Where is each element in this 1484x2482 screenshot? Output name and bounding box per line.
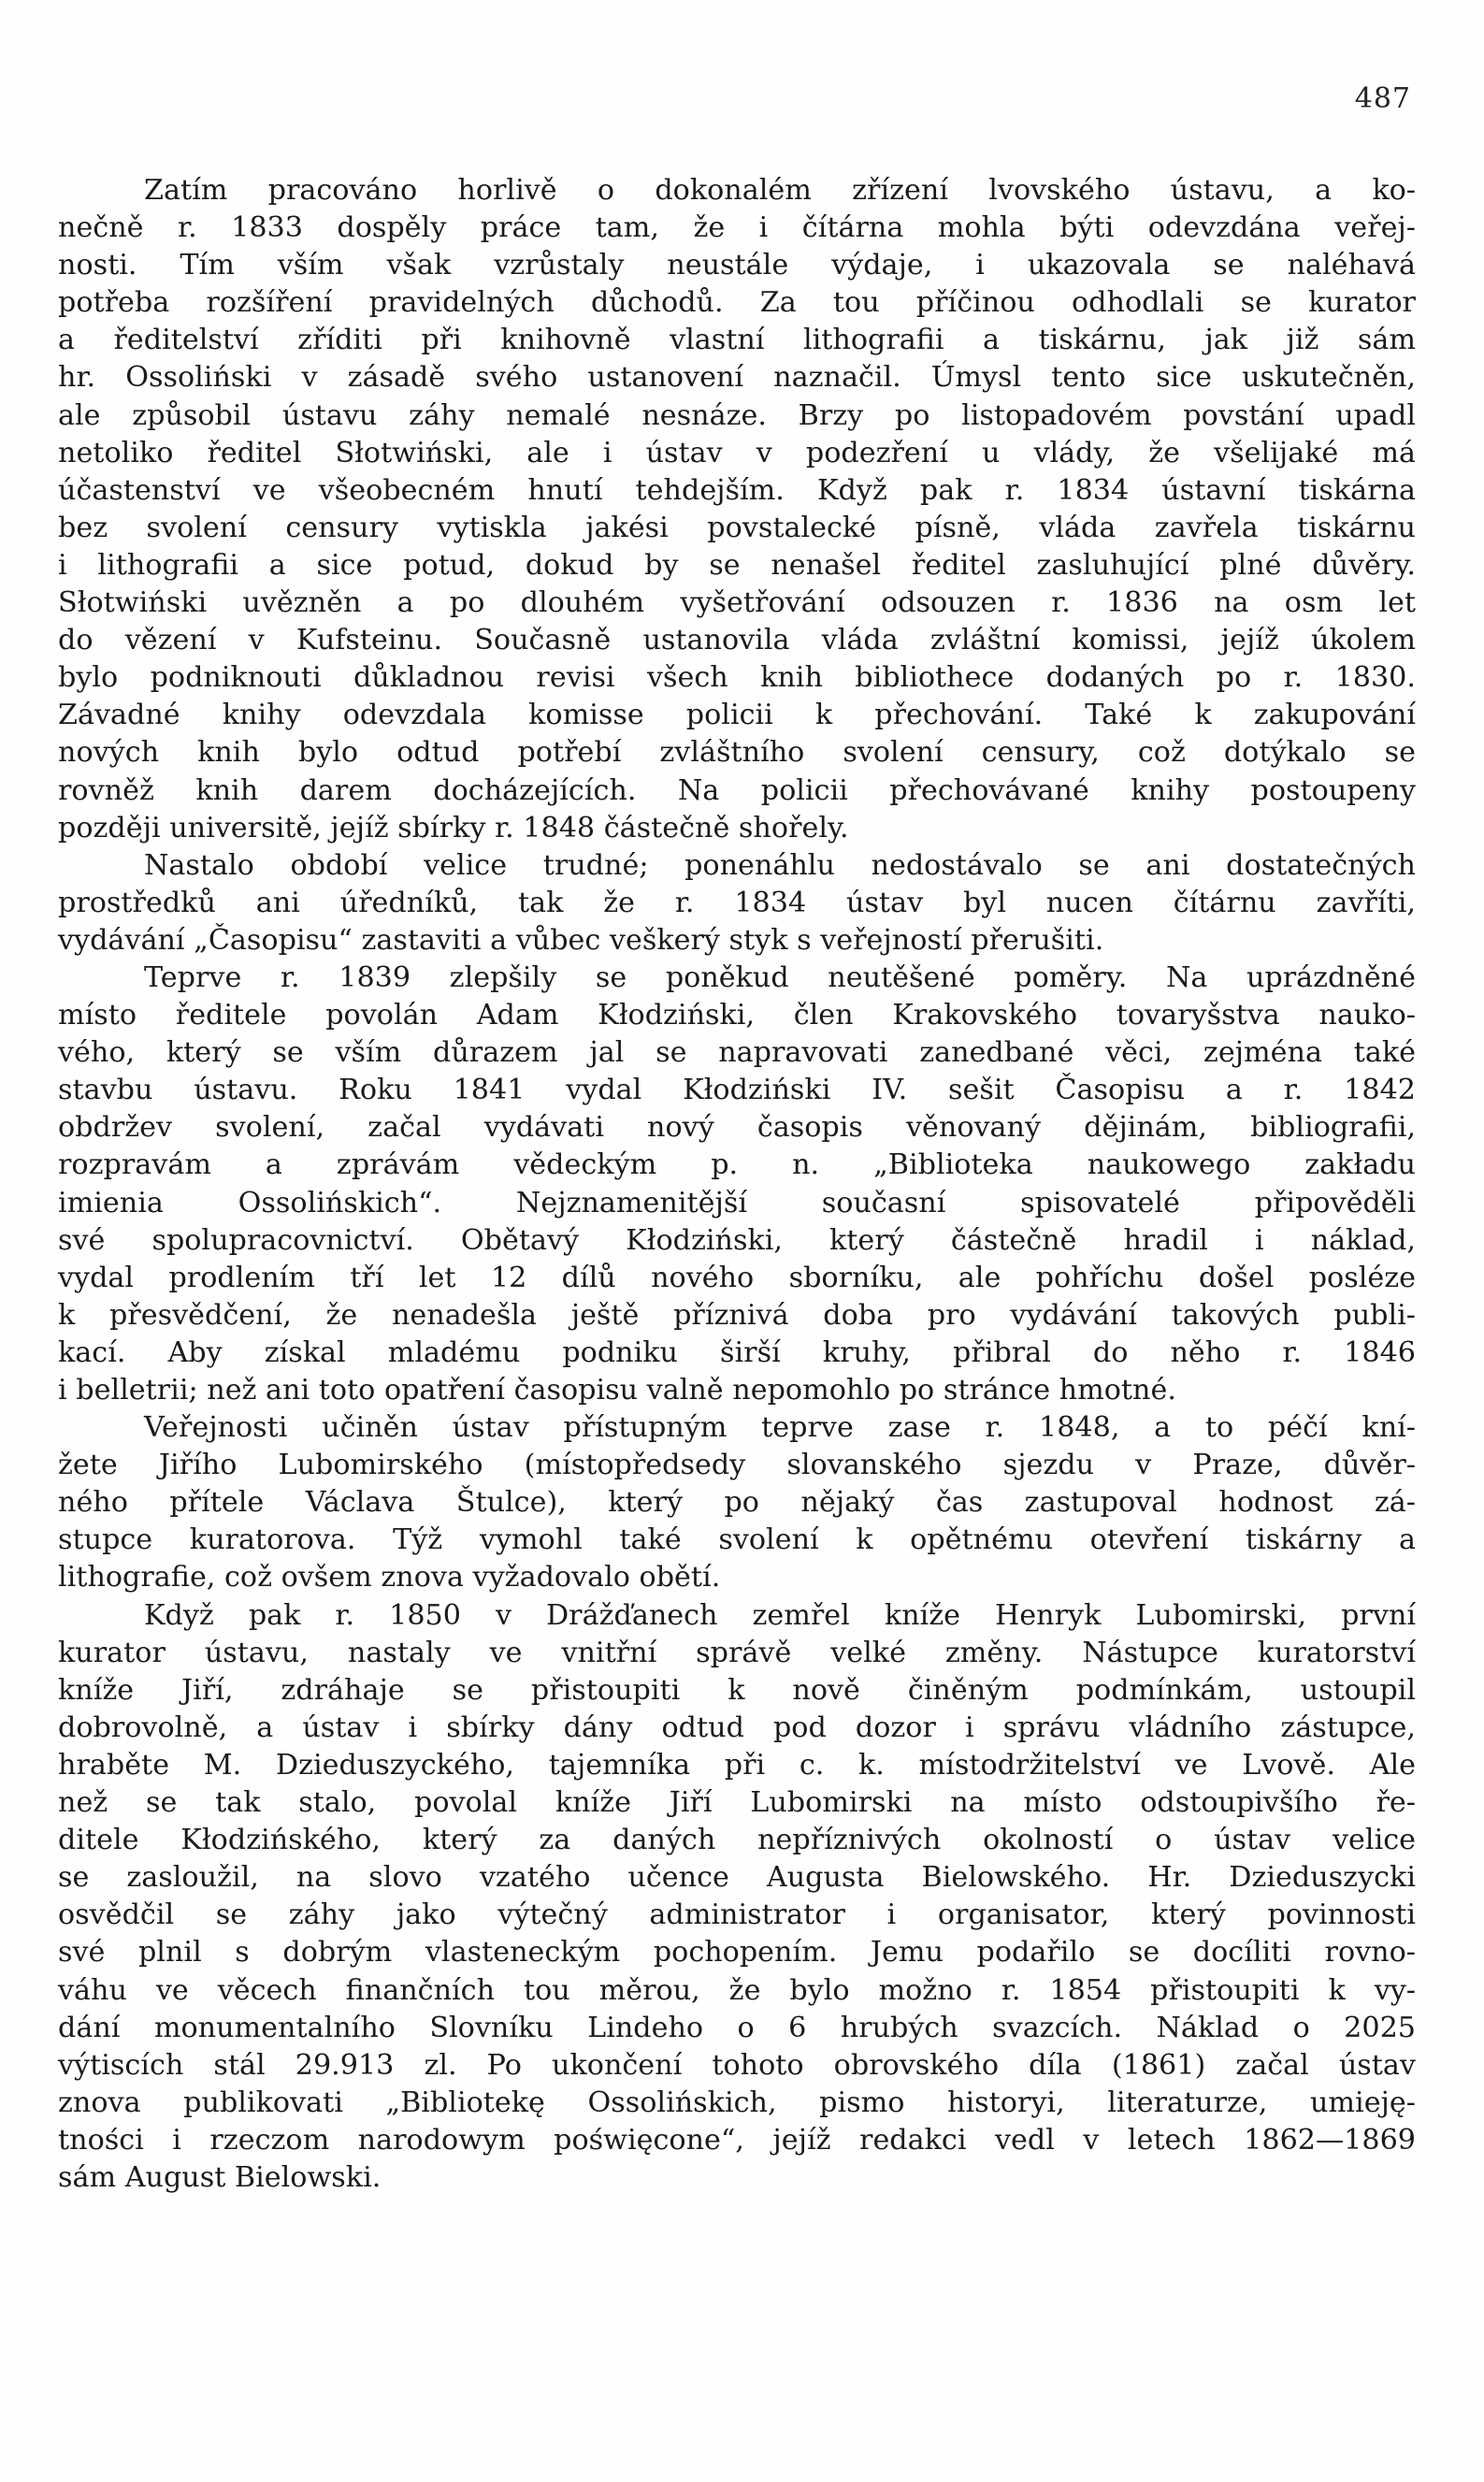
text-line: než se tak stalo, povolal kníže Jiří Lubomirski na místo odstoupivšího ře- bbox=[58, 1786, 1416, 1820]
text-line: ale způsobil ústavu záhy nemalé nesnáze. Brzy po listopadovém povstání upadl bbox=[58, 398, 1416, 432]
text-line: a ředitelství zříditi při knihovně vlastní lithografii a tiskárnu, jak již sám bbox=[58, 324, 1416, 357]
text-line: rozpravám a zprávám vědeckým p. n. „Biblioteka naukowego zakładu bbox=[58, 1148, 1416, 1182]
text-line: prostředků ani úředníků, tak že r. 1834 ústav byl nucen čítárnu zavříti, bbox=[58, 886, 1416, 919]
text-line: své plnil s dobrým vlasteneckým pochopením. Jemu podařilo se docíliti rovno- bbox=[58, 1936, 1416, 1970]
text-line: ného přítele Václava Štulce), který po nějaký čas zastupoval hodnost zá- bbox=[58, 1486, 1416, 1520]
text-line: tności i rzeczom narodowym poświęcone“, jejíž redakci vedl v letech 1862—1869 bbox=[58, 2123, 1416, 2157]
text-line: své spolupracovnictví. Obětavý Kłodziński, který částečně hradil i náklad, bbox=[58, 1223, 1416, 1257]
text-line: Závadné knihy odevzdala komisse policii k přechování. Také k zakupování bbox=[58, 699, 1416, 732]
text-line: stupce kuratorova. Týž vymohl také svolení k opětnému otevření tiskárny a bbox=[58, 1523, 1416, 1557]
text-line: kurator ústavu, nastaly ve vnitřní správě velké změny. Nástupce kuratorství bbox=[58, 1636, 1416, 1669]
text-line: místo ředitele povolán Adam Kłodziński, člen Krakovského tovaryšstva nauko- bbox=[58, 999, 1416, 1032]
text-line: dobrovolně, a ústav i sbírky dány odtud pod dozor i správu vládního zástupce, bbox=[58, 1710, 1416, 1744]
text-line: Nastalo období velice trudné; ponenáhlu nedostávalo se ani dostatečných bbox=[144, 848, 1416, 882]
text-line: žete Jiřího Lubomirského (místopředsedy slovanského sjezdu v Praze, důvěr- bbox=[58, 1449, 1416, 1482]
text-line: váhu ve věcech finančních tou měrou, že bylo možno r. 1854 přistoupiti k vy- bbox=[58, 1973, 1416, 2007]
text-line: ditele Kłodzińského, který za daných nepříznivých okolností o ústav velice bbox=[58, 1824, 1416, 1857]
text-line: rovněž knih darem docházejících. Na policii přechovávané knihy postoupeny bbox=[58, 773, 1416, 807]
text-line: stavbu ústavu. Roku 1841 vydal Kłodziński IV. sešit Časopisu a r. 1842 bbox=[58, 1074, 1416, 1107]
text-line: výtiscích stál 29.913 zl. Po ukončení tohoto obrovského díla (1861) začal ústav bbox=[58, 2048, 1416, 2082]
text-line: Zatím pracováno horlivě o dokonalém zřízení lvovského ústavu, a ko- bbox=[144, 174, 1416, 207]
text-line: netoliko ředitel Słotwiński, ale i ústav v podezření u vlády, že všelijaké má bbox=[58, 436, 1416, 469]
text-line: nečně r. 1833 dospěly práce tam, že i čítárna mohla býti odevzdána veřej- bbox=[58, 211, 1416, 245]
text-line: účastenství ve všeobecném hnutí tehdejším. Když pak r. 1834 ústavní tiskárna bbox=[58, 473, 1416, 507]
text-line: znova publikovati „Bibliotekę Ossolińskich, pismo historyi, literaturze, umieję- bbox=[58, 2085, 1416, 2119]
body-text bbox=[58, 172, 1416, 2197]
text-line: k přesvědčení, že nenadešla ještě příznivá doba pro vydávání takových publi- bbox=[58, 1298, 1416, 1332]
text-line: kníže Jiří, zdráhaje se přistoupiti k nově činěným podmínkám, ustoupil bbox=[58, 1673, 1416, 1707]
text-line: nosti. Tím vším však vzrůstaly neustále výdaje, i ukazovala se naléhavá bbox=[58, 249, 1416, 282]
text-line: do vězení v Kufsteinu. Současně ustanovila vláda zvláštní komissi, jejíž úkolem bbox=[58, 624, 1416, 657]
text-line: bez svolení censury vytiskla jakési povstalecké písně, vláda zavřela tiskárnu bbox=[58, 511, 1416, 544]
text-line: později universitě, jejíž sbírky r. 1848 částečně shořely. bbox=[58, 811, 849, 844]
text-line: vydávání „Časopisu“ zastaviti a vůbec veškerý styk s veřejností přerušiti. bbox=[58, 923, 1104, 957]
text-line: Veřejnosti učiněn ústav přístupným teprve zase r. 1848, a to péčí kní- bbox=[144, 1411, 1416, 1445]
text-line: imienia Ossolińskich“. Nejznamenitější současní spisovatelé připověděli bbox=[58, 1186, 1416, 1219]
text-line: se zasloužil, na slovo vzatého učence Augusta Bielowského. Hr. Dzieduszycki bbox=[58, 1861, 1416, 1895]
text-line: osvědčil se záhy jako výtečný administrator i organisator, který povinnosti bbox=[58, 1898, 1416, 1932]
text-line: vého, který se vším důrazem jal se napravovati zanedbané věci, zejména také bbox=[58, 1036, 1416, 1070]
text-line: kací. Aby získal mladému podniku širší kruhy, přibral do něho r. 1846 bbox=[58, 1335, 1416, 1369]
text-line: potřeba rozšíření pravidelných důchodů. Za tou příčinou odhodlali se kurator bbox=[58, 286, 1416, 320]
text-line: Słotwiński uvězněn a po dlouhém vyšetřování odsouzen r. 1836 na osm let bbox=[58, 586, 1416, 620]
text-line: obdržev svolení, začal vydávati nový časopis věnovaný dějinám, bibliografii, bbox=[58, 1111, 1416, 1145]
text-line: Když pak r. 1850 v Drážďanech zemřel kníže Henryk Lubomirski, první bbox=[144, 1598, 1416, 1632]
text-line: hraběte M. Dzieduszyckého, tajemníka při c. k. místodržitelství ve Lvově. Ale bbox=[58, 1748, 1416, 1782]
text-line: hr. Ossoliński v zásadě svého ustanovení naznačil. Úmysl tento sice uskutečněn, bbox=[58, 361, 1416, 395]
text-line: nových knih bylo odtud potřebí zvláštního svolení censury, což dotýkalo se bbox=[58, 736, 1416, 770]
text-line: i lithografii a sice potud, dokud by se nenašel ředitel zasluhující plné důvěry. bbox=[58, 548, 1416, 582]
text-line: dání monumentalního Slovníku Lindeho o 6 hrubých svazcích. Náklad o 2025 bbox=[58, 2011, 1416, 2044]
text-line: lithografie, což ovšem znova vyžadovalo obětí. bbox=[58, 1561, 721, 1595]
page-number: 487 bbox=[1354, 82, 1411, 115]
text-line: sám August Bielowski. bbox=[58, 2160, 382, 2194]
text-line: Teprve r. 1839 zlepšily se poněkud neutěšené poměry. Na uprázdněné bbox=[144, 960, 1416, 994]
text-line: bylo podniknouti důkladnou revisi všech knih bibliothece dodaných po r. 1830. bbox=[58, 661, 1416, 695]
text-line: i belletrii; než ani toto opatření časopisu valně nepomohlo po stránce hmotné. bbox=[58, 1374, 1176, 1407]
text-line: vydal prodlením tří let 12 dílů nového sborníku, ale pohříchu došel posléze bbox=[58, 1261, 1416, 1294]
